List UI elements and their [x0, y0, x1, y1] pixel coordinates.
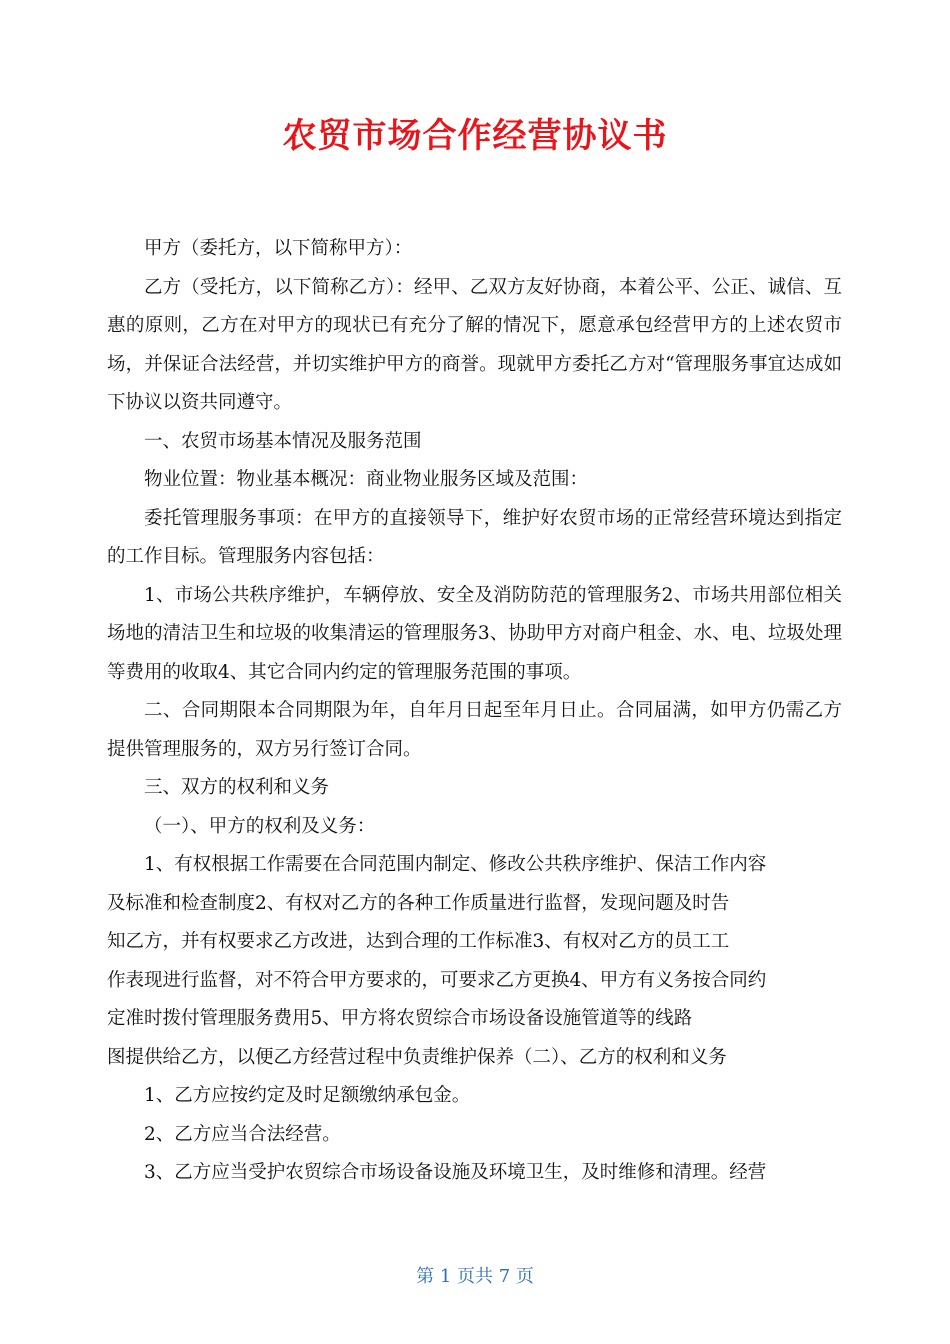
- paragraph-entrusted-matters: 委托管理服务事项：在甲方的直接领导下，维护好农贸市场的正常经营环境达到指定的工作目标。管理服务内容包括：: [107, 507, 842, 567]
- section-heading-3: 三、双方的权利和义务: [144, 777, 330, 798]
- paragraph-property: 物业位置：物业基本概况：商业物业服务区域及范围：: [144, 469, 589, 490]
- paragraph-party-b: 乙方（受托方，以下简称乙方）：经甲、乙双方友好协商，本着公平、公正、诚信、互惠的原则，乙方在对甲方的现状已有充分了解的情况下，愿意承包经营甲方的上述农贸市场，并保证合法经营，并切实维护甲方的商誉。现就甲方委托乙方对“管理服务事宜达成如下协议以资共同遵守。: [107, 276, 842, 413]
- paragraph-party-b-duty-1: 1、乙方应按约定及时足额缴纳承包金。: [144, 1085, 471, 1106]
- document-title: 农贸市场合作经营协议书: [282, 116, 668, 156]
- paragraph-party-a: 甲方（委托方，以下简称甲方）：: [144, 238, 413, 259]
- paragraph-party-b-duty-3: 3、乙方应当受护农贸综合市场设备设施及环境卫生，及时维修和清理。经营: [144, 1162, 767, 1183]
- rights-line: 1、有权根据工作需要在合同范围内制定、修改公共秩序维护、保洁工作内容: [144, 854, 767, 875]
- paragraph-party-b-duty-2: 2、乙方应当合法经营。: [144, 1123, 341, 1145]
- rights-line: 图提供给乙方，以便乙方经营过程中负责维护保养（二）、乙方的权利和义务: [107, 1046, 727, 1068]
- paragraph-contract-term: 二、合同期限本合同期限为年，自年月日起至年月日止。合同届满，如甲方仍需乙方提供管理服务的，双方另行签订合同。: [107, 700, 842, 760]
- rights-line: 知乙方，并有权要求乙方改进，达到合理的工作标准3、有权对乙方的员工工: [107, 931, 730, 952]
- page-number-footer: 第 1 页共 7 页: [416, 1266, 534, 1287]
- paragraph-service-content: 1、市场公共秩序维护，车辆停放、安全及消防防范的管理服务2、市场共用部位相关场地的清洁卫生和垃圾的收集清运的管理服务3、协助甲方对商户租金、水、电、垃圾处理等费用的收取4、其它合同内约定的管理服务范围的事项。: [107, 584, 842, 683]
- rights-line: 定准时拨付管理服务费用5、甲方将农贸综合市场设备设施管道等的线路: [107, 1008, 693, 1029]
- subsection-heading-party-a: （一）、甲方的权利及义务：: [144, 815, 376, 837]
- party-a-rights-block: [107, 846, 842, 1077]
- section-heading-1: 一、农贸市场基本情况及服务范围: [144, 430, 422, 452]
- rights-line: 及标准和检查制度2、有权对乙方的各种工作质量进行监督，发现问题及时告: [107, 892, 730, 914]
- rights-line: 作表现进行监督，对不符合甲方要求的，可要求乙方更换4、甲方有义务按合同约: [107, 969, 767, 991]
- document-body: [107, 230, 842, 1193]
